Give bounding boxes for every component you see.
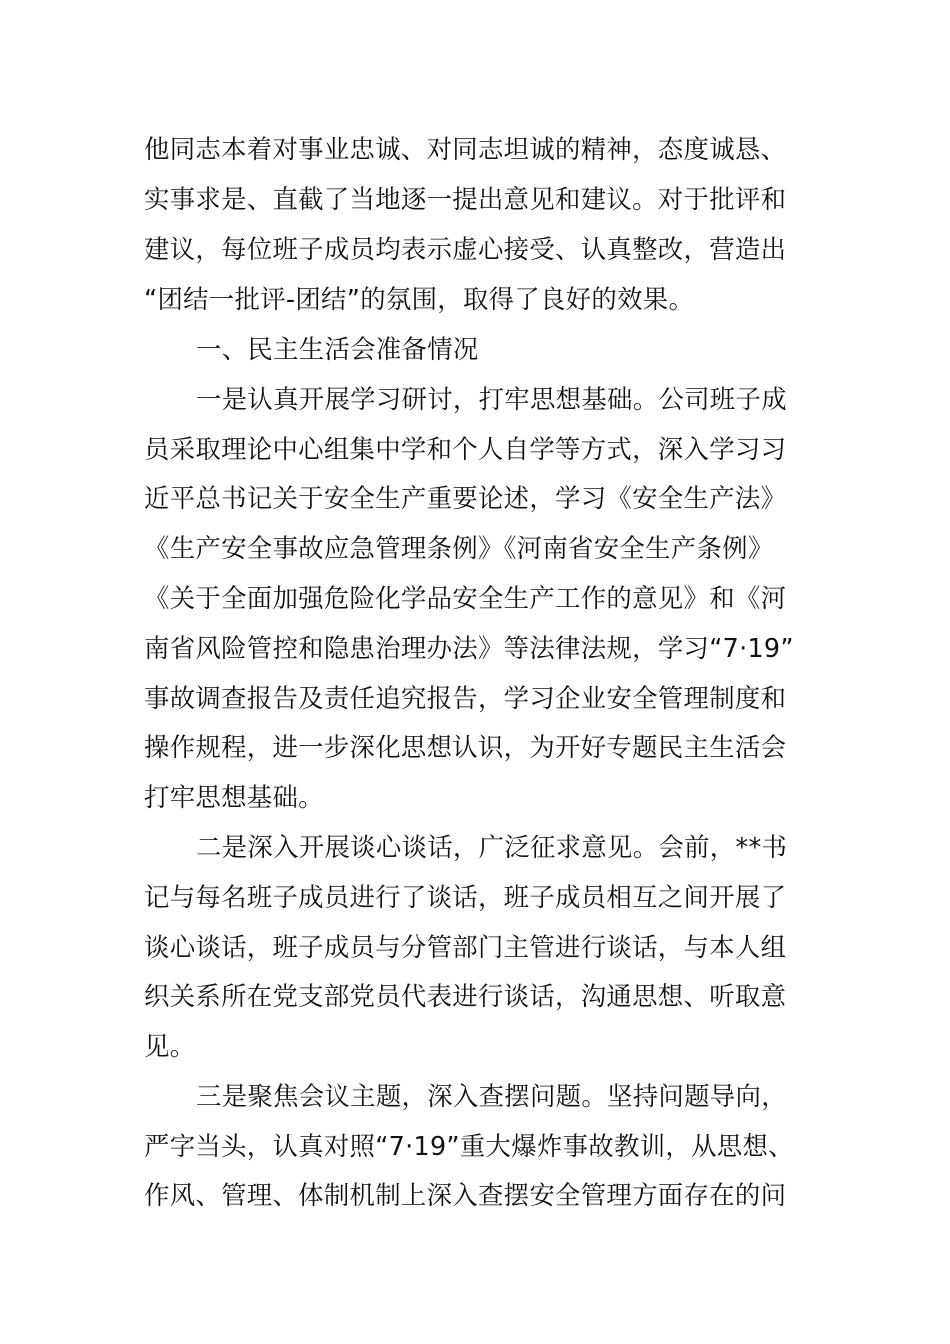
text-line: 员采取理论中心组集中学和个人自学等方式，深入学习习 bbox=[144, 434, 787, 464]
section-heading: 一、民主生活会准备情况 bbox=[196, 334, 479, 364]
text-line: 织关系所在党支部党员代表进行谈话，沟通思想、听取意 bbox=[144, 981, 787, 1011]
text-line: 三是聚焦会议主题，深入查摆问题。坚持问题导向， bbox=[196, 1081, 787, 1111]
text-line: 南省风险管控和隐患治理办法》等法律法规，学习“7·19” bbox=[144, 633, 794, 663]
text-line: 严字当头，认真对照“7·19”重大爆炸事故教训，从思想、 bbox=[144, 1131, 794, 1161]
text-line: “团结一批评-团结”的氛围，取得了良好的效果。 bbox=[144, 284, 695, 314]
text-line: 《关于全面加强危险化学品安全生产工作的意见》和《河 bbox=[144, 583, 787, 613]
text-line: 谈心谈话，班子成员与分管部门主管进行谈话，与本人组 bbox=[144, 932, 787, 962]
text-line: 操作规程，进一步深化思想认识，为开好专题民主生活会 bbox=[144, 732, 787, 762]
text-line: 一是认真开展学习研讨，打牢思想基础。公司班子成 bbox=[196, 384, 787, 414]
text-line: 打牢思想基础。 bbox=[144, 782, 324, 812]
text-line: 他同志本着对事业忠诚、对同志坦诚的精神，态度诚恳、 bbox=[144, 134, 787, 164]
text-line: 近平总书记关于安全生产重要论述，学习《安全生产法》 bbox=[144, 483, 787, 513]
text-line: 记与每名班子成员进行了谈话，班子成员相互之间开展了 bbox=[144, 882, 787, 912]
text-line: 二是深入开展谈心谈话，广泛征求意见。会前，**书 bbox=[196, 832, 788, 862]
text-line: 见。 bbox=[144, 1031, 196, 1061]
text-line: 《生产安全事故应急管理条例》《河南省安全生产条例》 bbox=[144, 533, 774, 563]
text-line: 实事求是、直截了当地逐一提出意见和建议。对于批评和 bbox=[144, 184, 787, 214]
text-line: 建议，每位班子成员均表示虚心接受、认真整改，营造出 bbox=[144, 234, 787, 264]
text-line: 事故调查报告及责任追究报告，学习企业安全管理制度和 bbox=[144, 683, 787, 713]
text-line: 作风、管理、体制机制上深入查摆安全管理方面存在的问 bbox=[144, 1180, 787, 1210]
